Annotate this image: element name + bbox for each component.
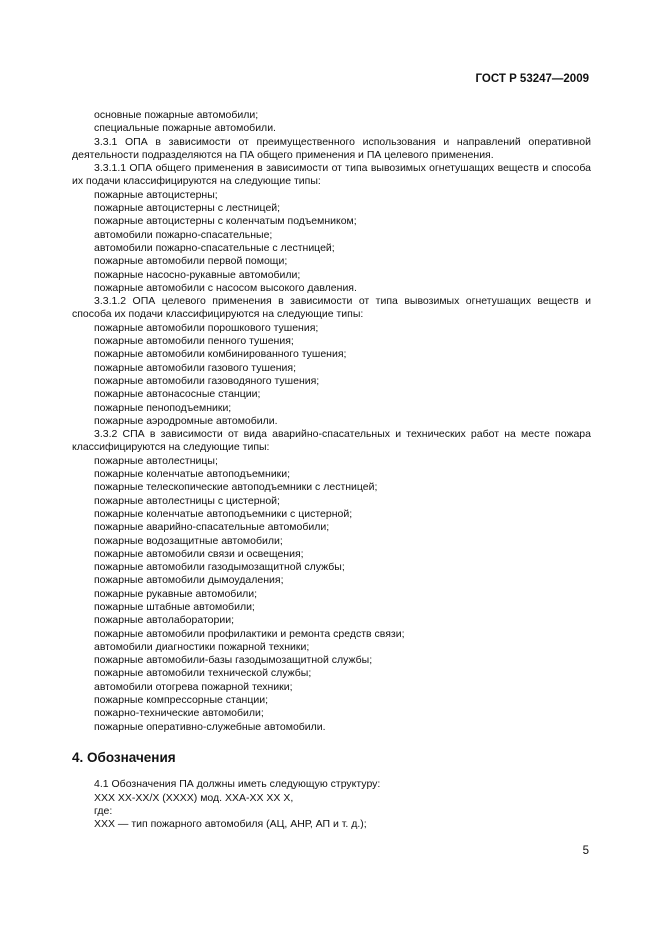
list-item: автомобили диагностики пожарной техники; [94, 640, 310, 653]
list-item: основные пожарные автомобили; [94, 109, 259, 121]
paragraph-3-3-1-1: 3.3.1.1 ОПА общего применения в зависимости от типа вывозимых огнетушащих веществ и способа их подачи классифицируются на следующие типы: [72, 162, 591, 188]
list-item: пожарные водозащитные автомобили; [94, 534, 283, 547]
list-item: пожарные насосно-рукавные автомобили; [94, 268, 301, 281]
list-3-3-1-1 [72, 189, 591, 295]
list-item: ХХХ — тип пожарного автомобиля (АЦ, АНР, АП и т. д.); [94, 818, 367, 831]
list-item: пожарные автомобили газового тушения; [94, 361, 296, 374]
list-item: автомобили отогрева пожарной техники; [94, 680, 293, 693]
list-3-3-1-2 [72, 322, 591, 428]
list-item: пожарные автомобили пенного тушения; [94, 335, 294, 348]
paragraph-3-3-2: 3.3.2 СПА в зависимости от вида аварийно-спасательных и технических работ на месте пожара классифицируются на следующие типы: [72, 428, 591, 454]
list-item: пожарные автомобили комбинированного тушения; [94, 348, 347, 361]
list-block1 [72, 109, 591, 136]
list-item: 4.1 Обозначения ПА должны иметь следующую структуру: [94, 778, 381, 791]
list-item: пожарные рукавные автомобили; [94, 587, 258, 600]
list-item: пожарные аварийно-спасательные автомобили; [94, 521, 330, 534]
list-item: автомобили пожарно-спасательные; [94, 228, 273, 241]
page-number: 5 [582, 845, 589, 857]
list-item: пожарные автомобили первой помощи; [94, 255, 288, 268]
list-item: пожарные автомобили дымоудаления; [94, 574, 284, 587]
list-item: пожарные коленчатые автоподъемники с цистерной; [94, 507, 353, 520]
list-item: пожарные автолестницы с цистерной; [94, 494, 280, 507]
list-item: ХХХ ХХ-ХХ/Х (ХХХХ) мод. ХХА-ХХ ХХ Х, [94, 791, 294, 804]
list-item: пожарные автомобили порошкового тушения; [94, 321, 319, 334]
list-item: пожарные пеноподъемники; [94, 401, 232, 414]
list-item: пожарные автоцистерны с коленчатым подъемником; [94, 215, 357, 228]
section-4-body [72, 778, 591, 831]
paragraph-3-3-1-2: 3.3.1.2 ОПА целевого применения в зависимости от типа вывозимых огнетушащих веществ и способа их подачи классифицируются на следующие типы: [72, 295, 591, 321]
list-item: пожарные автомобили-базы газодымозащитной службы; [94, 654, 373, 667]
list-item: где: [94, 804, 113, 817]
list-item: пожарные автонасосные станции; [94, 388, 261, 401]
section-4-heading: 4. Обозначения [72, 749, 176, 765]
list-item: специальные пожарные автомобили. [94, 122, 276, 135]
list-item: пожарные автомобили технической службы; [94, 667, 312, 680]
list-item: пожарные аэродромные автомобили. [94, 414, 278, 427]
list-item: пожарные автоцистерны; [94, 188, 218, 201]
list-item: пожарные автолаборатории; [94, 614, 234, 627]
list-item: пожарные коленчатые автоподъемники; [94, 468, 291, 481]
paragraph-3-3-1: 3.3.1 ОПА в зависимости от преимущественного использования и направлений оперативной деятельности подразделяются на ПА общего применения и ПА целевого применения. [72, 135, 591, 161]
list-item: пожарные автомобили профилактики и ремонта средств связи; [94, 627, 405, 640]
document-header: ГОСТ Р 53247—2009 [475, 73, 589, 85]
list-item: пожарные телескопические автоподъемники с лестницей; [94, 481, 378, 494]
list-item: пожарные автомобили газодымозащитной службы; [94, 561, 345, 574]
list-item: автомобили пожарно-спасательные с лестницей; [94, 241, 335, 254]
list-item: пожарные автомобили связи и освещения; [94, 547, 304, 560]
list-3-3-2 [72, 455, 591, 734]
list-item: пожарные автоцистерны с лестницей; [94, 202, 281, 215]
page-content [72, 109, 591, 831]
list-item: пожарные штабные автомобили; [94, 600, 255, 613]
list-item: пожарные компрессорные станции; [94, 694, 268, 707]
list-item: пожарные автолестницы; [94, 454, 218, 467]
list-item: пожарные автомобили газоводяного тушения; [94, 374, 320, 387]
list-item: пожарные оперативно-служебные автомобили. [94, 720, 326, 733]
list-item: пожарные автомобили с насосом высокого давления. [94, 281, 357, 294]
list-item: пожарно-технические автомобили; [94, 707, 264, 720]
